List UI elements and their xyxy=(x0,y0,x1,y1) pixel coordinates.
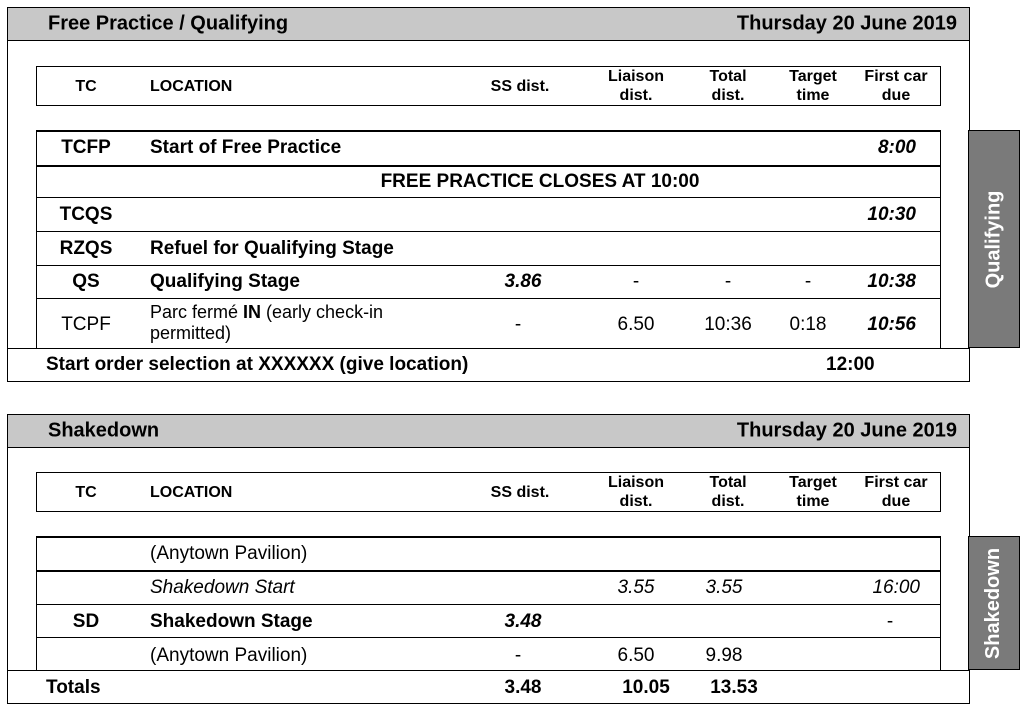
col-first-car: First car due xyxy=(864,474,928,510)
table-row-tc: QS xyxy=(72,271,100,292)
col-tc: TC xyxy=(75,78,97,95)
table-row-location: Qualifying Stage xyxy=(150,271,300,292)
side-tab-label: Shakedown xyxy=(982,547,1005,659)
start-order-time: 12:00 xyxy=(826,354,875,375)
table-row-location: (Anytown Pavilion) xyxy=(150,543,308,564)
col-target: Target time xyxy=(789,474,837,510)
side-tab-label: Qualifying xyxy=(982,190,1005,288)
table-row-tc: RZQS xyxy=(59,238,113,259)
table-row-location: Refuel for Qualifying Stage xyxy=(150,238,394,259)
table-row-ss: - xyxy=(514,314,522,335)
col-liaison: Liaison dist. xyxy=(607,68,664,104)
shakedown-side-tab xyxy=(968,536,1020,670)
table-row-ss: - xyxy=(514,645,522,666)
col-total: Total dist. xyxy=(709,474,747,510)
col-target: Target time xyxy=(789,68,837,104)
table-row-tc: TCFP xyxy=(61,137,111,158)
section-date: Thursday 20 June 2019 xyxy=(736,419,957,442)
table-row-total: 10:36 xyxy=(704,314,752,335)
table-row-ss: 3.86 xyxy=(504,271,542,292)
table-row-target: 0:18 xyxy=(789,314,827,335)
qualifying-side-tab xyxy=(968,130,1020,348)
table-row-location: Start of Free Practice xyxy=(150,137,342,158)
table-row-location: (Anytown Pavilion) xyxy=(150,645,308,666)
start-order-label: Start order selection at XXXXXX (give location) xyxy=(46,354,469,375)
totals-ss: 3.48 xyxy=(504,677,542,698)
section-date: Thursday 20 June 2019 xyxy=(736,12,957,35)
col-liaison: Liaison dist. xyxy=(607,474,664,510)
table-row-ss: 3.48 xyxy=(504,611,542,632)
table-row-location: Shakedown Start xyxy=(150,577,295,598)
col-location: LOCATION xyxy=(150,484,233,501)
totals-label: Totals xyxy=(46,677,101,698)
col-total: Total dist. xyxy=(709,68,747,104)
table-row-first-car: 10:56 xyxy=(867,314,916,335)
table-row-tc: TCPF xyxy=(61,314,111,335)
table-row-location: Parc fermé IN (early check-in permitted) xyxy=(150,302,384,343)
section-title: Free Practice / Qualifying xyxy=(48,12,289,35)
table-row-total: - xyxy=(724,271,732,292)
col-ss: SS dist. xyxy=(490,78,550,95)
qualifying-title-bar xyxy=(7,7,970,41)
shakedown-title-bar xyxy=(7,414,970,448)
table-row-liaison: - xyxy=(632,271,640,292)
table-row-liaison: 6.50 xyxy=(617,645,655,666)
table-row-total: 3.55 xyxy=(705,577,743,598)
col-tc: TC xyxy=(75,484,97,501)
totals-total: 13.53 xyxy=(710,677,758,698)
table-row-target: - xyxy=(804,271,812,292)
table-row-tc: TCQS xyxy=(59,204,113,225)
table-row-tc: SD xyxy=(72,611,100,632)
free-practice-banner: FREE PRACTICE CLOSES AT 10:00 xyxy=(380,171,700,192)
table-row-first-car: - xyxy=(886,611,894,632)
section-title: Shakedown xyxy=(48,419,160,442)
totals-liaison: 10.05 xyxy=(622,677,670,698)
table-row-liaison: 6.50 xyxy=(617,314,655,335)
table-row-liaison: 3.55 xyxy=(617,577,655,598)
col-first-car: First car due xyxy=(864,68,928,104)
table-row-first-car: 16:00 xyxy=(872,577,920,598)
table-row-first-car: 10:30 xyxy=(867,204,916,225)
col-location: LOCATION xyxy=(150,78,233,95)
table-row-location: Shakedown Stage xyxy=(150,611,313,632)
table-row-total: 9.98 xyxy=(705,645,743,666)
table-row-first-car: 8:00 xyxy=(877,137,916,158)
col-ss: SS dist. xyxy=(490,484,550,501)
table-row-first-car: 10:38 xyxy=(867,271,916,292)
